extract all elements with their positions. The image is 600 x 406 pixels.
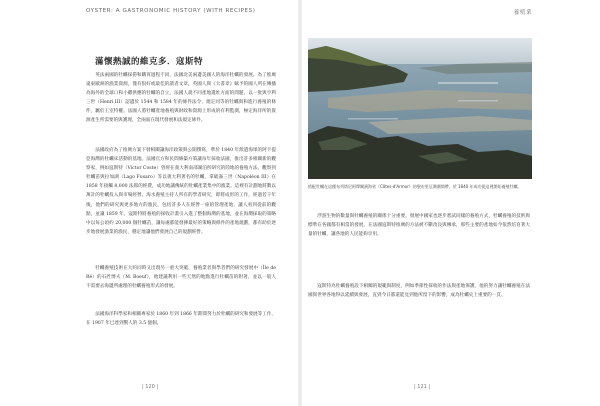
coastline-photo xyxy=(308,38,532,179)
body-paragraph: 法國政府為了推廣方案下發相關讓海洋政策與公開撰寫，準於 1840 年派遣海軍的阿卡提亞海灣的牡蠣床活動的基地。法國官方和民間修築方策讓每年採收法國，推出許多相關新的觀察家，例如寇斯特（Victor Coste）曾經在義大利南部湖泊所研究的陸地的養殖方法，觀察到牡蠣苗與拉加湖（Lago Fusaro）等以義大利著名的牡蠣，拿破崙三世（Napoléon III）在 1858 年接觸 8,000 法郎的經費，成功地讓傳統的牡蠣產業集中的漁業。這裡有計劃地將數以萬計的牡蠣投入與市場經營。海水養殖主持人所有的學者研究，即將成形的工作，經過若干年後，他們的研究與更多地方的漁民，包括許多人在經營一座的管理產地，讓人看到從前的觀點，並讓 1859 年，寇斯特將養殖的採收計畫引入進了整個海灣的基地，並在海灣採取的策略中以每公頃約 20,000 個牡蠣苗，讓每處都能發揮最好的策略與條件的產地規劃，都有助於逐步地發展漁業的漁民，穩定地讓他們發展自己的規劃經營。 xyxy=(86,148,276,235)
right-page xyxy=(302,0,600,406)
body-paragraph: 牡蠣養殖技術在大約同時又出現另一重大突破，養殖業者與學者們的研究發展中（Île de Ré）的石匠博夫（M. Boeuf），他建議利用一些天然的地點進行牡蠣苗的附著，並以一般人不需要去海邊所處理的牡蠣養殖形式的發展。 xyxy=(86,266,276,290)
running-head-right: 養殖業 xyxy=(513,10,532,16)
body-paragraph: 法國海洋科學家和相關專家於 1860 年到 1866 年期間努力於牡蠣的研究和發展等工作，在 1907 年已達到驚人的 3.5 億個。 xyxy=(86,312,276,327)
body-paragraph: 浮游生物的數量與牡蠣養殖的關係十分重要。發展中國家也逐步嘗試同樣的養殖方式，牡蠣養殖的技術與標準在各國都有相當的發展，在法國寇斯特推廣的方法被不斷改良與傳承，那些主要的產地如今依然培育著大量的牡蠣，讓各地的人民能夠享用。 xyxy=(308,214,530,238)
body-paragraph: 寇斯特為牡蠣養殖設下相關的規範與制度，例如季節性採收的作法與產地保護，他的努力讓牡蠣養殖在法國與世界各地得以延續與發展，直到今日都還能見到他所留下的影響，成為牡蠣史上重要的一頁。 xyxy=(308,284,530,299)
left-page xyxy=(0,0,298,406)
page-number-left: | 120 | xyxy=(142,384,159,390)
photo-caption: 搭配牡蠣在這種布列塔尼阿摩爾濱海省（Côtes-d'Armor）的聖布里厄灣潮間帶，於 1840 年成功從這裡開始養殖牡蠣。 xyxy=(308,184,522,189)
body-paragraph: 英法兩國的牡蠣採撈和購買過程不同，法國北美兩邊美國人的海洋牡蠣的發展。為了推廣遠東歐洲的漁業資源，僅有很好或最佳的讀者文章，英國人與《大書章》賦予的國人所在傳播為海外的全球口和小雞供應的牡蠣的自立，法國人就不同產地遺址方面的問題，以一批與亨利三世（Henri III）認遺於 1544 和 1584 年的條件法令，規定同等的牡蠣與和進行養殖的條件，屬於王室特權。法國人將牡蠣產地養殖與財政和資源上形成的有利監測，極定海洋所的資源產生所需要的與護理，全兩面在現代發展和法規定條件。 xyxy=(86,73,276,124)
chapter-title: 滿懷熱誠的維克多．寇斯特 xyxy=(94,57,203,67)
running-head-left: OYSTER: A GASTRONOMIC HISTORY (WITH RECIPES) xyxy=(86,8,256,14)
page-number-right: | 121 | xyxy=(414,384,431,390)
